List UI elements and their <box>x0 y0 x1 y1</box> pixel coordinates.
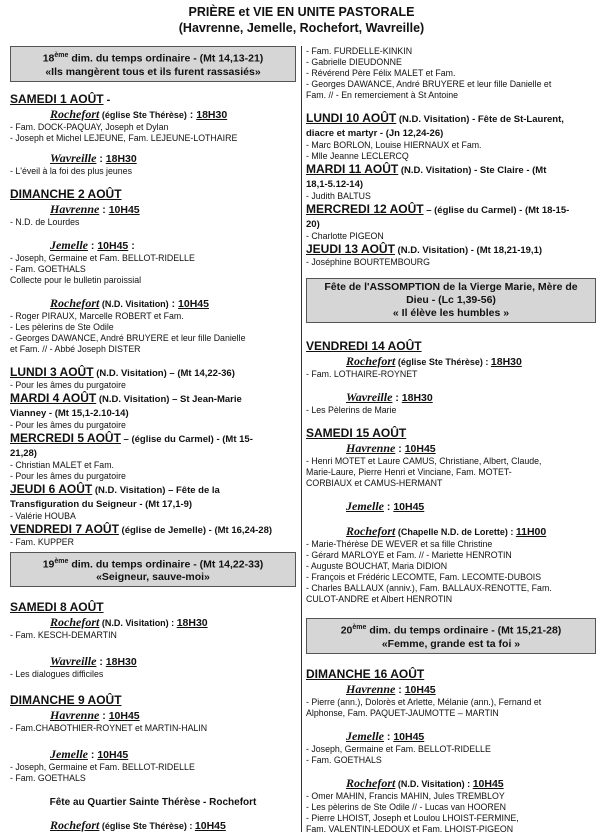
date-heading: MERCREDI 12 AOÛT – (église du Carmel) - (Mt 18-15- <box>306 202 570 216</box>
intention-line: - Georges DAWANCE, André BRUYERE et leur fille Danielle <box>10 332 246 343</box>
church-jemelle: Jemelle : 10H45 <box>346 728 425 743</box>
intention-line: - Fam. GOETHALS <box>10 263 86 274</box>
church-rochefort: Rochefort (N.D. Visitation) : 18H30 <box>50 615 208 629</box>
date-heading-cont: 20) <box>306 219 320 230</box>
intention-line: - Fam. FURDELLE-KINKIN <box>306 46 413 56</box>
church-havrenne: Havrenne : 10H45 <box>50 708 140 722</box>
intention-line: - Henri MOTET et Laure CAMUS, Christiane, Albert, Claude, <box>306 456 542 466</box>
intention-line: - Pour les âmes du purgatoire <box>10 419 126 430</box>
church-havrenne: Havrenne : 10H45 <box>346 441 436 455</box>
assumption-box: Fête de l'ASSOMPTION de la Vierge Marie, Mère de Dieu - (Lc 1,39-56) « Il élève les humbles » <box>306 278 596 323</box>
date-heading: DIMANCHE 16 AOÛT <box>306 666 425 681</box>
intention-line: - Les pèlerins de Ste Odile <box>10 321 114 332</box>
date-heading: VENDREDI 7 AOÛT (église de Jemelle) - (Mt 16,24-28) <box>10 521 273 536</box>
intention-line: - Christian MALET et Fam. <box>10 459 114 470</box>
date-heading-cont: 21,28) <box>10 447 37 459</box>
church-havrenne: Havrenne : 10H45 <box>346 681 436 696</box>
date-heading: MERCREDI 5 AOÛT – (église du Carmel) - (Mt 15- <box>10 430 253 445</box>
date-heading-cont: 18,1-5.12-14) <box>306 179 364 190</box>
date-heading-cont: diacre et martyr - (Jn 12,24-26) <box>306 128 444 139</box>
intention-line: - Valérie HOUBA <box>10 510 76 521</box>
church-wavreille: Wavreille : 18H30 <box>50 654 137 668</box>
date-heading: DIMANCHE 9 AOÛT <box>10 693 122 707</box>
church-rochefort: Rochefort (église Ste Thérèse) : 18H30 <box>346 354 522 368</box>
intention-line: - Fam. GOETHALS <box>306 754 382 765</box>
intention-line: - Fam. LOTHAIRE-ROYNET <box>306 369 418 379</box>
intention-line: CULOT-ANDRE et Albert HENROTIN <box>306 594 453 604</box>
intention-line: - N.D. de Lourdes <box>10 216 80 227</box>
intention-line: - Les pèlerins de Ste Odile // - Lucas van HOOREN <box>306 801 506 812</box>
church-rochefort: Rochefort (Chapelle N.D. de Lorette) : 11H00 <box>346 524 547 538</box>
intention-line: - Pierre (ann.), Dolorès et Arlette, Mélanie (ann.), Fernand et <box>306 696 542 707</box>
intention-line: - L'éveil à la foi des plus jeunes <box>10 165 132 176</box>
church-rochefort: Rochefort (N.D. Visitation) : 10H45 <box>346 775 504 790</box>
intention-line: et Fam. // - Abbé Joseph DISTER <box>10 343 141 354</box>
intention-line: - Roger PIRAUX, Marcelle ROBERT et Fam. <box>10 310 184 321</box>
left-column <box>10 46 296 832</box>
date-heading: MARDI 11 AOÛT (N.D. Visitation) - Ste Claire - (Mt <box>306 162 547 176</box>
intention-line: - Omer MAHIN, Francis MAHIN, Jules TREMBLOY <box>306 790 505 801</box>
date-heading: SAMEDI 15 AOÛT <box>306 426 407 440</box>
sunday-19-box: 19ème dim. du temps ordinaire - (Mt 14,22-33) «Seigneur, sauve-moi» <box>10 552 296 588</box>
church-rochefort: Rochefort (église Ste Thérèse) : 18H30 <box>50 106 228 121</box>
church-rochefort: Rochefort (église Ste Thérèse) : 10H45 <box>50 818 226 832</box>
intention-line: - Marc BORLON, Louise HIERNAUX et Fam. <box>306 140 482 150</box>
church-jemelle: Jemelle : 10H45 : <box>50 237 135 252</box>
church-rochefort: Rochefort (N.D. Visitation) : 10H45 <box>50 295 209 310</box>
intention-line: - Charlotte PIGEON <box>306 231 384 241</box>
date-heading: LUNDI 10 AOÛT (N.D. Visitation) - Fête de St-Laurent, <box>306 111 564 125</box>
page-title: PRIÈRE et VIE EN UNITE PASTORALE <box>188 5 415 19</box>
intention-line: - Mlle Jeanne LECLERCQ <box>306 151 409 161</box>
date-heading-cont: Vianney - (Mt 15,1-2.10-14) <box>10 407 129 419</box>
intention-line: - Joseph et Michel LEJEUNE, Fam. LEJEUNE-LOTHAIRE <box>10 132 238 143</box>
intention-line: - Joséphine BOURTEMBOURG <box>306 257 431 267</box>
intention-line: Alphonse, Fam. PAQUET-JAUMOTTE – MARTIN <box>306 707 499 718</box>
church-wavreille: Wavreille : 18H30 <box>346 390 433 404</box>
date-heading: MARDI 4 AOÛT (N.D. Visitation) – St Jean-Marie <box>10 390 242 405</box>
column-divider <box>301 46 302 832</box>
intention-line: - Pour les âmes du purgatoire <box>10 470 126 481</box>
intention-line: - Fam. DOCK-PAQUAY, Joseph et Dylan <box>10 121 169 132</box>
date-heading: DIMANCHE 2 AOÛT <box>10 186 122 201</box>
intention-line: - Fam. KUPPER <box>10 536 75 547</box>
intention-line: - Pierre LHOIST, Joseph et Loulou LHOIST-FERMINE, <box>306 812 519 823</box>
church-havrenne: Havrenne : 10H45 <box>50 201 140 216</box>
intention-line: - Gérard MARLOYE et Fam. // - Mariette HENROTIN <box>306 550 512 560</box>
intention-line: - Judith BALTUS <box>306 191 371 201</box>
sunday-18-box: 18ème dim. du temps ordinaire - (Mt 14,13-21) «Ils mangèrent tous et ils furent rassasiés» <box>10 46 296 82</box>
date-heading: JEUDI 13 AOÛT (N.D. Visitation) - (Mt 18,21-19,1) <box>306 242 543 256</box>
church-jemelle: Jemelle : 10H45 <box>50 747 129 761</box>
intention-line: Marie-Laure, Pierre Henri et Vinciane, Fam. MOTET- <box>306 467 512 477</box>
intention-line: - François et Frédéric LECOMTE, Fam. LECOMTE-DUBOIS <box>306 572 542 582</box>
intention-line: - Pour les âmes du purgatoire <box>10 379 126 390</box>
intention-line: - Georges DAWANCE, André BRUYERE et leur fille Danielle et <box>306 79 552 89</box>
intention-line: - Marie-Thérèse DE WEVER et sa fille Christine <box>306 539 493 549</box>
page-subtitle: (Havrenne, Jemelle, Rochefort, Wavreille) <box>178 21 425 35</box>
intention-line: - Fam. GOETHALS <box>10 773 86 783</box>
intention-line: CORBIAUX et CAMUS-HERMANT <box>306 478 443 488</box>
intention-line: - Les dialogues difficiles <box>10 669 104 679</box>
intention-line: - Les Pèlerins de Marie <box>306 405 397 415</box>
intention-line: - Auguste BOUCHAT, Maria DIDION <box>306 561 448 571</box>
intention-line: - Joseph, Germaine et Fam. BELLOT-RIDELLE <box>306 743 491 754</box>
sunday-20-box: 20ème dim. du temps ordinaire - (Mt 15,21-28) «Femme, grande est ta foi » <box>306 618 596 654</box>
intention-line: - Joseph, Germaine et Fam. BELLOT-RIDELLE <box>10 252 195 263</box>
intention-line: - Fam. KESCH-DEMARTIN <box>10 630 117 640</box>
date-heading: SAMEDI 8 AOÛT <box>10 600 104 614</box>
intention-line: Fam. // - En remerciement à St Antoine <box>306 90 459 100</box>
intention-line: - Révérend Père Félix MALET et Fam. <box>306 68 456 78</box>
date-heading: JEUDI 6 AOÛT (N.D. Visitation) – Fête de la <box>10 481 220 496</box>
intention-line: - Joseph, Germaine et Fam. BELLOT-RIDELLE <box>10 762 195 772</box>
date-heading-cont: Transfiguration du Seigneur - (Mt 17,1-9) <box>10 498 193 510</box>
intention-line: - Gabrielle DIEUDONNE <box>306 57 402 67</box>
right-column <box>306 46 596 832</box>
intention-line: - Charles BALLAUX (anniv.), Fam. BALLAUX-RENOTTE, Fam. <box>306 583 552 593</box>
date-heading: LUNDI 3 AOÛT (N.D. Visitation) – (Mt 14,22-36) <box>10 364 235 379</box>
date-heading: SAMEDI 1 AOÛT - <box>10 91 111 106</box>
date-heading: VENDREDI 14 AOÛT <box>306 339 422 353</box>
feast-heading: Fête au Quartier Sainte Thérèse - Rochefort <box>49 797 257 808</box>
intention-line: Fam. VALENTIN-LEDOUX et Fam. LHOIST-PIGEON <box>306 823 514 834</box>
church-jemelle: Jemelle : 10H45 <box>346 499 425 513</box>
church-wavreille: Wavreille : 18H30 <box>50 150 137 165</box>
intention-line: - Fam.CHABOTHIER-ROYNET et MARTIN-HALIN <box>10 723 208 733</box>
intention-line: Collecte pour le bulletin paroissial <box>10 274 142 285</box>
